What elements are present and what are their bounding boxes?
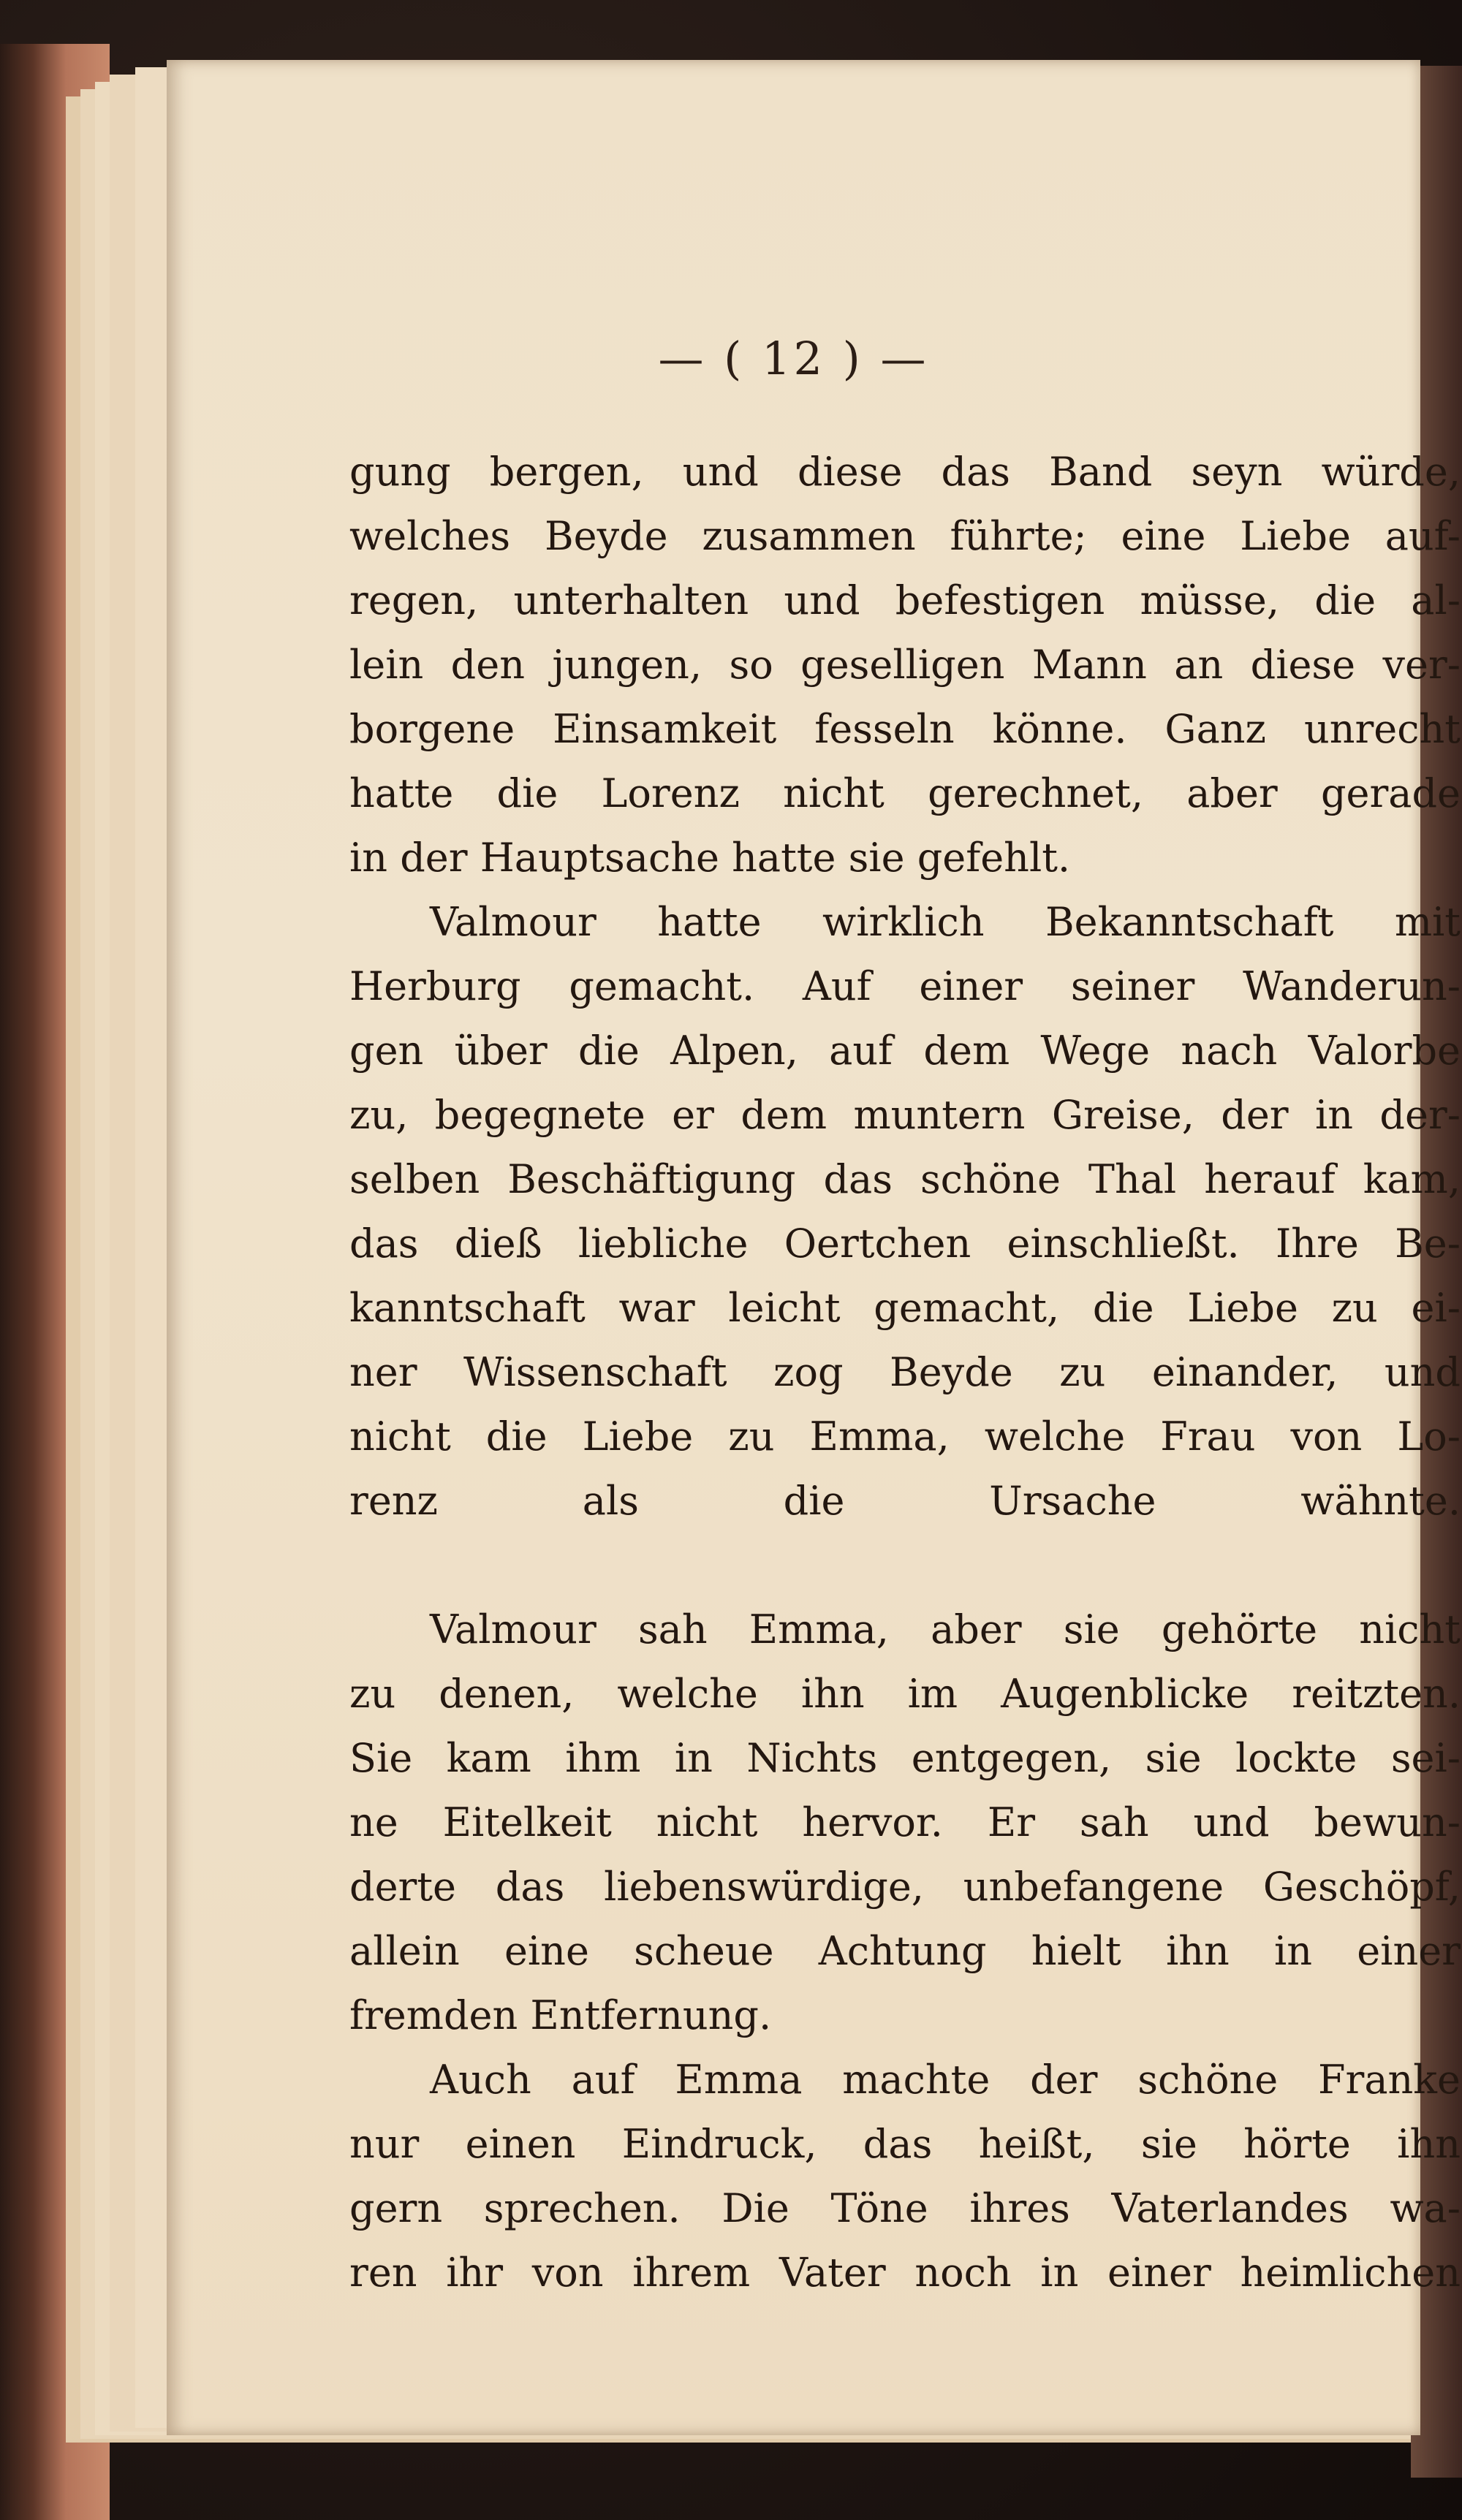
text-line: lein den jungen, so geselligen Mann an diese ver-	[349, 642, 1461, 688]
text-line: selben Beschäftigung das schöne Thal herauf kam,	[349, 1156, 1461, 1202]
text-line: regen, unterhalten und befestigen müsse, die al-	[349, 577, 1461, 623]
text-line: kanntschaft war leicht gemacht, die Liebe zu ei-	[349, 1285, 1461, 1331]
text-line: ne Eitelkeit nicht hervor. Er sah und bewun-	[349, 1799, 1461, 1845]
paragraph	[349, 2048, 1461, 2305]
book-page	[167, 60, 1461, 2435]
paragraph	[349, 440, 1461, 890]
text-line: in der Hauptsache hatte sie gefehlt.	[349, 835, 1071, 881]
paragraph	[349, 1598, 1461, 2048]
text-line: Sie kam ihm in Nichts entgegen, sie lockte sei-	[349, 1735, 1461, 1781]
text-line: hatte die Lorenz nicht gerechnet, aber gerade	[349, 770, 1461, 816]
text-line: renz als die Ursache wähnte.	[349, 1478, 1461, 1524]
text-line: Valmour hatte wirklich Bekanntschaft mit	[430, 899, 1461, 945]
text-line: gung bergen, und diese das Band seyn würde,	[349, 449, 1461, 495]
text-line: nur einen Eindruck, das heißt, sie hörte ihn	[349, 2121, 1461, 2167]
text-line: borgene Einsamkeit fesseln könne. Ganz unrecht	[349, 706, 1461, 752]
text-line: fremden Entfernung.	[349, 1992, 772, 2038]
text-line: ren ihr von ihrem Vater noch in einer heimlichen	[349, 2250, 1461, 2296]
page-number-header: — ( 12 ) —	[658, 332, 929, 385]
text-line: ner Wissenschaft zog Beyde zu einander, und	[349, 1349, 1461, 1395]
text-line	[349, 1533, 1461, 1598]
text-line: nicht die Liebe zu Emma, welche Frau von Lo-	[349, 1413, 1461, 1460]
text-line: zu, begegnete er dem muntern Greise, der in der-	[349, 1092, 1461, 1138]
text-line: derte das liebenswürdige, unbefangene Geschöpf,	[349, 1864, 1461, 1910]
text-line: Auch auf Emma machte der schöne Franke	[430, 2057, 1461, 2103]
paragraph	[349, 890, 1461, 1598]
text-line: zu denen, welche ihn im Augenblicke reitzten.	[349, 1671, 1461, 1717]
text-line: Herburg gemacht. Auf einer seiner Wanderun-	[349, 963, 1461, 1009]
text-line: gen über die Alpen, auf dem Wege nach Valorbe	[349, 1028, 1461, 1074]
text-line: welches Beyde zusammen führte; eine Liebe auf-	[349, 513, 1461, 559]
text-line: gern sprechen. Die Töne ihres Vaterlandes wa-	[349, 2185, 1461, 2231]
text-line: das dieß liebliche Oertchen einschließt. Ihre Be-	[349, 1221, 1461, 1267]
page-body	[349, 440, 1461, 2305]
text-line: Valmour sah Emma, aber sie gehörte nicht	[430, 1606, 1461, 1652]
text-line: allein eine scheue Achtung hielt ihn in einer	[349, 1928, 1461, 1974]
